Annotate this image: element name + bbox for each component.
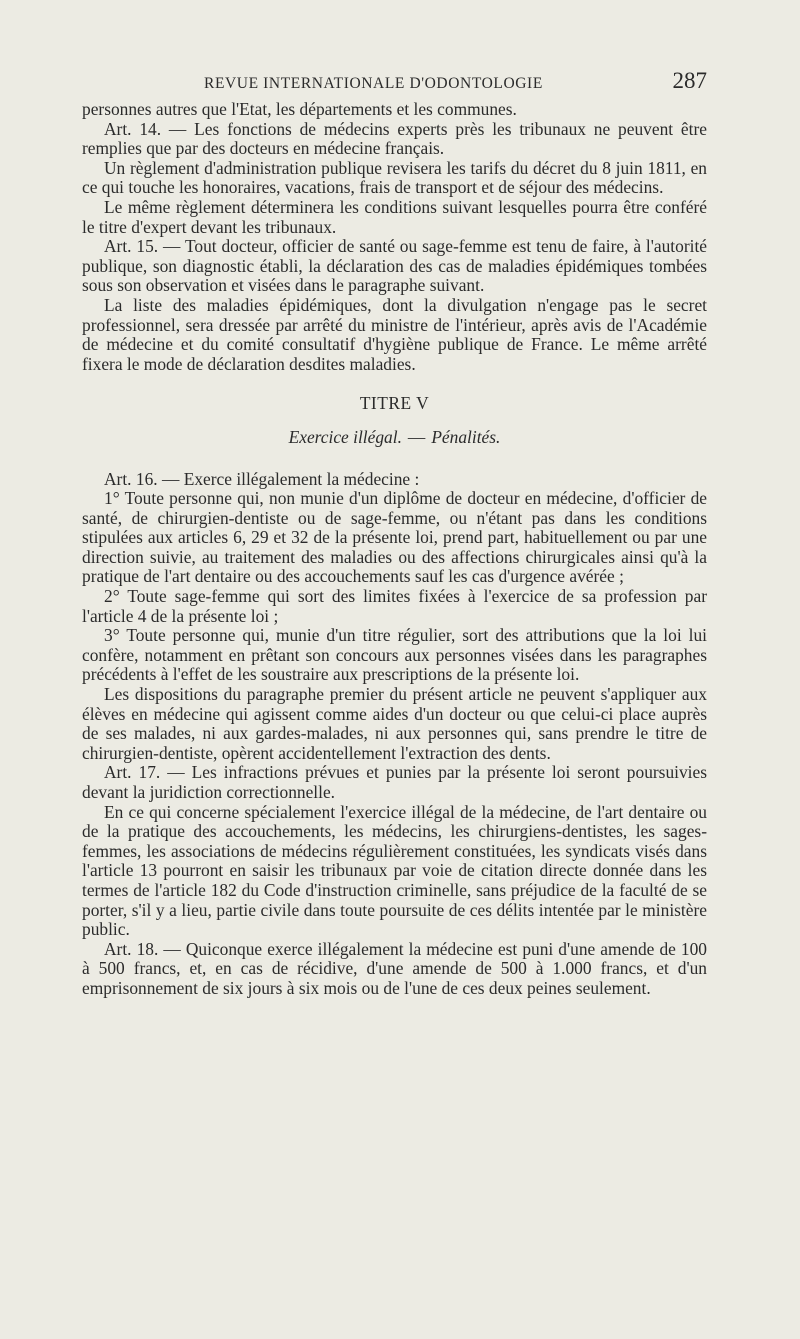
paragraph: 3° Toute personne qui, munie d'un titre régulier, sort des attributions que la loi lui confère, notamment en prêtant son concours aux personnes visées dans les paragraphes précédents à l'effet de les soustraire aux prescriptions de la présente loi. [82, 625, 707, 685]
paragraph: Le même règlement déterminera les conditions suivant lesquelles pourra être conféré le titre d'expert devant les tribunaux. [82, 196, 707, 237]
running-head: REVUE INTERNATIONALE D'ODONTOLOGIE [204, 75, 543, 92]
paragraph: Art. 16. — Exerce illégalement la médecine : [104, 468, 420, 489]
subheading-separator: — [407, 426, 426, 447]
page-header [82, 68, 707, 94]
subheading-left: Exercice illégal. [288, 426, 402, 447]
page-number: 287 [672, 68, 707, 93]
paragraph: Art. 15. — Tout docteur, officier de santé ou sage-femme est tenu de faire, à l'autorité publique, son diagnostic établi, la déclaration des cas de maladies épidémiques tombées sous son observation et visées dans le paragraphe suivant. [82, 236, 707, 296]
title-heading: TITRE V [359, 393, 430, 414]
body-text [82, 100, 707, 999]
paragraph: En ce qui concerne spécialement l'exercice illégal de la médecine, de l'art dentaire ou de la pratique des accouchements, les médecins, les chirurgiens-dentistes, les sages-femmes, les associations de médecins régulièrement constituées, les syndicats visés dans l'article 13 pourront en saisir les tribunaux par voie de citation directe donnée dans les termes de l'article 182 du Code d'instruction criminelle, sans préjudice de la faculté de se porter, s'il y a lieu, partie civile dans toute poursuite de ces délits intentée par le ministère public. [82, 801, 707, 940]
paragraph: Art. 17. — Les infractions prévues et punies par la présente loi seront poursuivies devant la juridiction correctionnelle. [82, 762, 707, 802]
paragraph: Art. 18. — Quiconque exerce illégalement la médecine est puni d'une amende de 100 à 500 francs, et, en cas de récidive, d'une amende de 500 à 1.000 francs, et d'un emprisonnement de six jours à six mois ou de l'une de ces deux peines seulement. [82, 938, 707, 998]
paragraph: Les dispositions du paragraphe premier du présent article ne peuvent s'appliquer aux élèves en médecine qui agissent comme aides d'un docteur ou que celui-ci place auprès de ses malades, ni aux gardes-malades, ni aux personnes qui, sans prendre le titre de chirurgien-dentiste, opèrent accidentellement l'extraction des dents. [82, 684, 707, 763]
paragraph: personnes autres que l'Etat, les départements et les communes. [82, 99, 517, 119]
subheading-right: Pénalités. [431, 426, 501, 447]
paragraph: La liste des maladies épidémiques, dont la divulgation n'engage pas le secret professionnel, sera dressée par arrêté du ministre de l'intérieur, après avis de l'Académie de médecine et du comité consultatif d'hygiène publique de France. Le même arrêté fixera le mode de déclaration desdites maladies. [82, 294, 707, 374]
paragraph: 2° Toute sage-femme qui sort des limites fixées à l'exercice de sa profession par l'article 4 de la présente loi ; [82, 586, 707, 626]
paragraph: 1° Toute personne qui, non munie d'un diplôme de docteur en médecine, d'officier de santé, de chirurgien-dentiste ou de sage-femme, ou n'étant pas dans les conditions stipulées aux articles 6, 29 et 32 de la présente loi, prend part, habituellement ou par une direction suivie, au traitement des maladies ou des affections chirurgicales ainsi qu'à la pratique de l'art dentaire ou des accouchements sauf les cas d'urgence avérée ; [82, 488, 707, 587]
section-title [82, 394, 707, 447]
paragraph: Art. 14. — Les fonctions de médecins experts près les tribunaux ne peuvent être remplies que par des docteurs en médecine français. [82, 118, 707, 159]
paragraph: Un règlement d'administration publique revisera les tarifs du décret du 8 juin 1811, en ce qui touche les honoraires, vacations, frais de transport et de séjour des médecins. [82, 157, 707, 198]
title-subheading [82, 428, 707, 448]
